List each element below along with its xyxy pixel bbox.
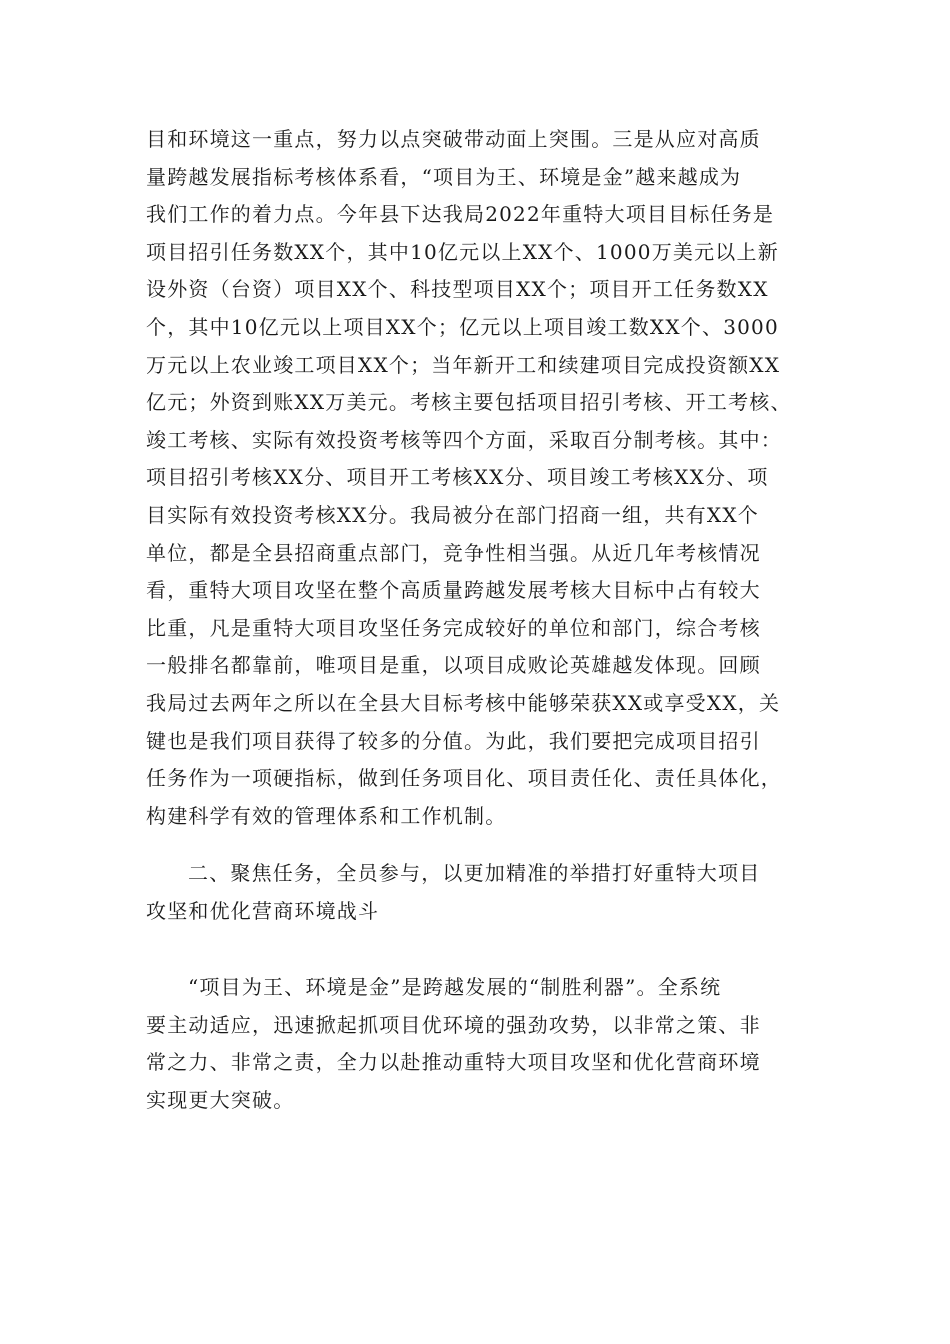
section-heading-two (146, 855, 806, 930)
text-line: 单位，都是全县招商重点部门，竞争性相当强。从近几年考核情况 (146, 540, 761, 565)
text-line: “项目为王、环境是金”是跨越发展的“制胜利器”。全系统 (188, 975, 722, 999)
text-line: 目和环境这一重点，努力以点突破带动面上突围。三是从应对高质 (146, 127, 761, 151)
text-line: 亿元；外资到账XX万美元。考核主要包括项目招引考核、开工考核、 (146, 390, 792, 415)
text-line: 项目招引考核XX分、项目开工考核XX分、项目竣工考核XX分、项 (146, 465, 769, 490)
text-line: 常之力、非常之责，全力以赴推动重特大项目攻坚和优化营商环境 (146, 1050, 761, 1075)
text-line: 我们工作的着力点。今年县下达我局2022年重特大项目目标任务是 (146, 202, 775, 227)
text-line: 比重，凡是重特大项目攻坚任务完成较好的单位和部门，综合考核 (146, 615, 761, 640)
text-line: 要主动适应，迅速掀起抓项目优环境的强劲攻势，以非常之策、非 (146, 1012, 761, 1037)
text-line: 万元以上农业竣工项目XX个；当年新开工和续建项目完成投资额XX (146, 352, 781, 377)
heading-line: 二、聚焦任务，全员参与，以更加精准的举措打好重特大项目 (188, 861, 761, 885)
body-paragraph-project-priority (146, 969, 806, 1119)
text-line: 一般排名都靠前，唯项目是重，以项目成败论英雄越发体现。回顾 (146, 653, 761, 678)
text-line: 实现更大突破。 (146, 1087, 295, 1112)
text-line: 项目招引任务数XX个，其中10亿元以上XX个、1000万美元以上新 (146, 239, 779, 264)
text-line: 设外资（台资）项目XX个、科技型项目XX个；项目开工任务数XX (146, 277, 769, 302)
text-line: 我局过去两年之所以在全县大目标考核中能够荣获XX或享受XX，关 (146, 690, 781, 715)
text-line: 目实际有效投资考核XX分。我局被分在部门招商一组，共有XX个 (146, 502, 759, 527)
text-line: 构建科学有效的管理体系和工作机制。 (146, 803, 507, 828)
text-line: 任务作为一项硬指标，做到任务项目化、项目责任化、责任具体化， (146, 766, 782, 791)
text-line: 量跨越发展指标考核体系看，“项目为王、环境是金”越来越成为 (146, 164, 742, 189)
text-line: 个，其中10亿元以上项目XX个；亿元以上项目竣工数XX个、3000 (146, 314, 779, 339)
heading-line: 攻坚和优化营商环境战斗 (146, 898, 380, 923)
body-paragraph-project-assessment (146, 121, 806, 835)
text-line: 看，重特大项目攻坚在整个高质量跨越发展考核大目标中占有较大 (146, 578, 761, 603)
text-line: 键也是我们项目获得了较多的分值。为此，我们要把完成项目招引 (146, 728, 761, 753)
text-line: 竣工考核、实际有效投资考核等四个方面，采取百分制考核。其中： (146, 427, 782, 452)
